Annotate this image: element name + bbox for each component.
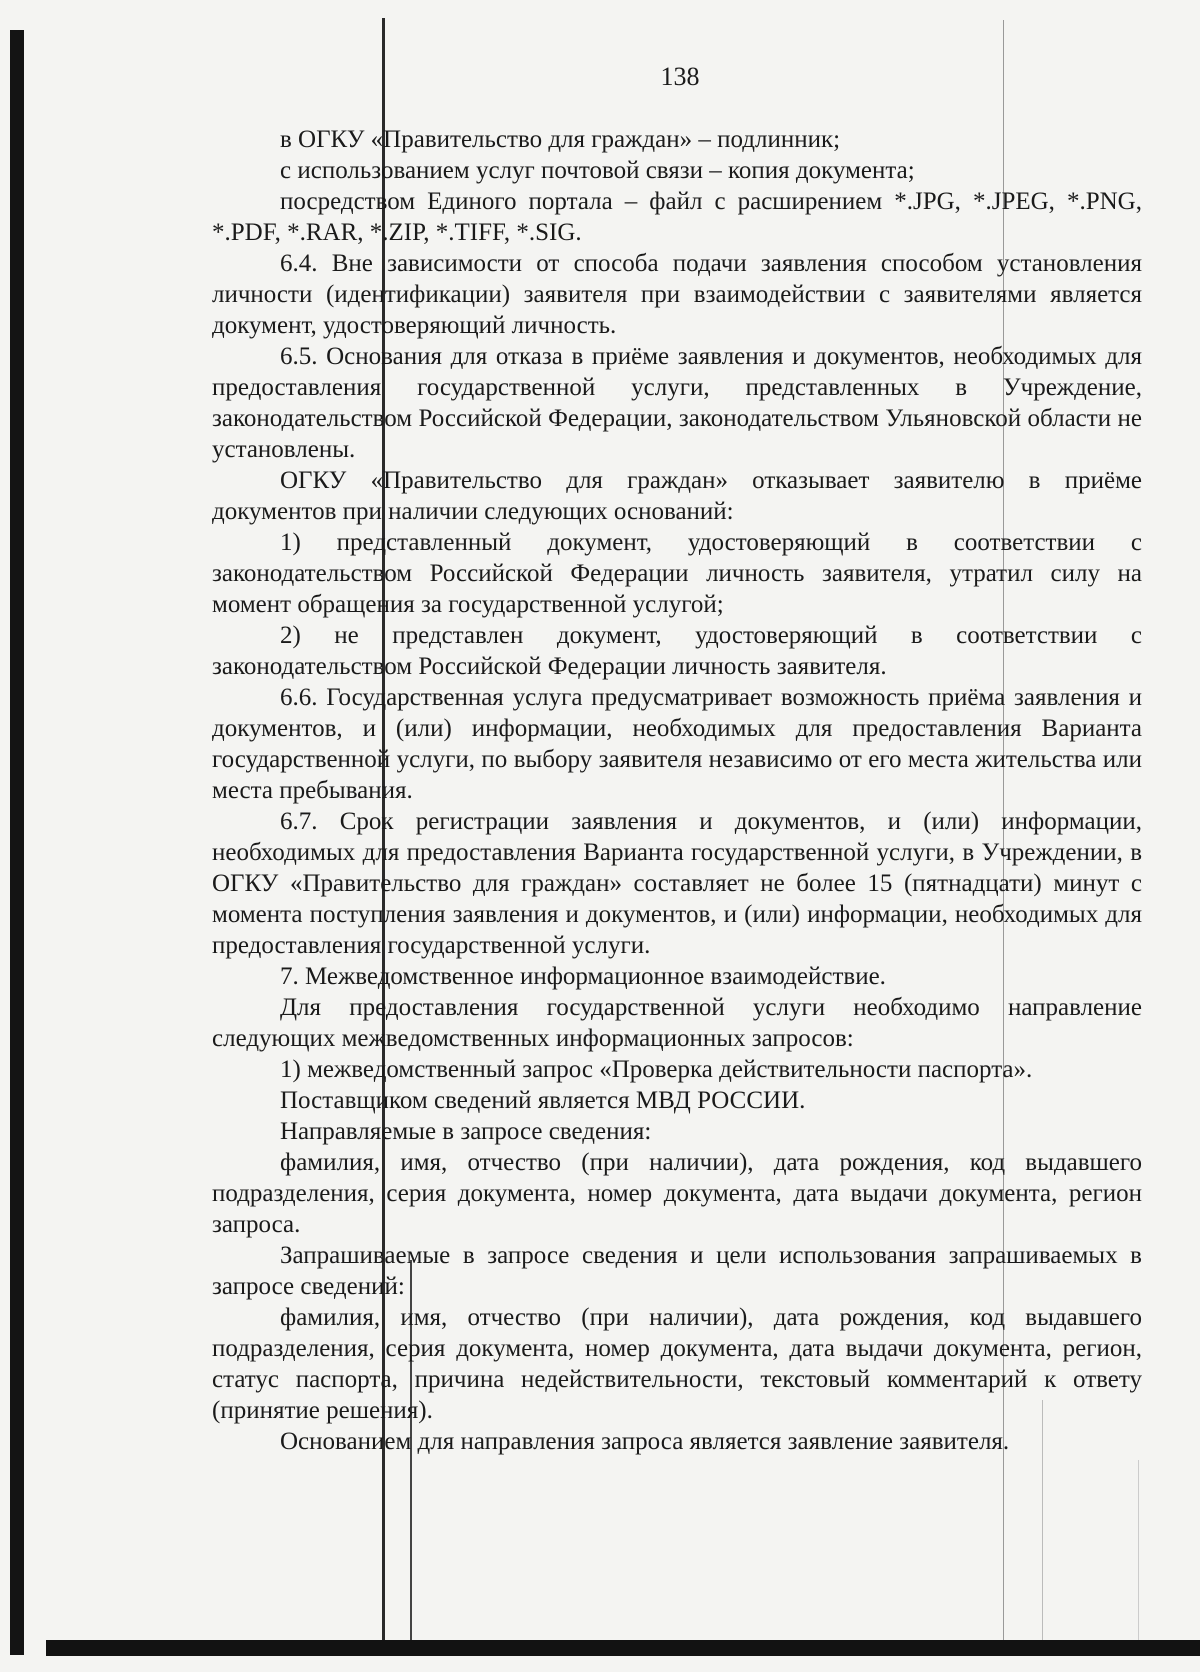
paragraph: ОГКУ «Правительство для граждан» отказывает заявителю в приёме документов при наличии следующих оснований: <box>212 467 1142 525</box>
section-heading: 7. Межведомственное информационное взаимодействие. <box>280 963 886 990</box>
page-number: 138 <box>660 62 700 91</box>
paragraph: фамилия, имя, отчество (при наличии), дата рождения, код выдавшего подразделения, серия документа, номер документа, дата выдачи документа, регион запроса. <box>212 1149 1142 1238</box>
paragraph: Запрашиваемые в запросе сведения и цели использования запрашиваемых в запросе сведений: <box>212 1242 1142 1300</box>
paragraph: 6.5. Основания для отказа в приёме заявления и документов, необходимых для предоставления государственной услуги, представленных в Учреждение, законодательством Российской Федерации, законодательством Ульяновской области не установлены. <box>212 343 1142 463</box>
paragraph: Поставщиком сведений является МВД РОССИИ. <box>280 1087 806 1114</box>
paragraph: 1) межведомственный запрос «Проверка действительности паспорта». <box>280 1056 1033 1083</box>
paragraph: с использованием услуг почтовой связи – копия документа; <box>280 157 915 184</box>
scan-edge-bottom <box>46 1640 1200 1656</box>
paragraph: 1) представленный документ, удостоверяющий в соответствии с законодательством Российской Федерации личность заявителя, утратил силу на момент обращения за государственной услугой; <box>212 529 1142 618</box>
scan-edge-left <box>10 30 24 1655</box>
paragraph: Для предоставления государственной услуги необходимо направление следующих межведомственных информационных запросов: <box>212 994 1142 1052</box>
document-body <box>212 124 1142 1457</box>
paragraph: фамилия, имя, отчество (при наличии), дата рождения, код выдавшего подразделения, серия документа, номер документа, дата выдачи документа, регион, статус паспорта, причина недействительности, текстовый комментарий к ответу (принятие решения). <box>212 1304 1142 1424</box>
paragraph: 6.4. Вне зависимости от способа подачи заявления способом установления личности (идентификации) заявителя при взаимодействии с заявителями является документ, удостоверяющий личность. <box>212 250 1142 339</box>
paragraph: 6.7. Срок регистрации заявления и документов, и (или) информации, необходимых для предоставления Варианта государственной услуги, в Учреждении, в ОГКУ «Правительство для граждан» составляет не более 15 (пятнадцати) минут с момента поступления заявления и документов, и (или) информации, необходимых для предоставления государственной услуги. <box>212 808 1142 959</box>
paragraph: в ОГКУ «Правительство для граждан» – подлинник; <box>280 126 841 153</box>
paragraph: Основанием для направления запроса является заявление заявителя. <box>280 1428 1010 1455</box>
paragraph: 2) не представлен документ, удостоверяющий в соответствии с законодательством Российской Федерации личность заявителя. <box>212 622 1142 680</box>
paragraph: 6.6. Государственная услуга предусматривает возможность приёма заявления и документов, и (или) информации, необходимых для предоставления Варианта государственной услуги, по выбору заявителя независимо от его места жительства или места пребывания. <box>212 684 1142 804</box>
fold-line <box>1138 1460 1139 1640</box>
paragraph: Направляемые в запросе сведения: <box>280 1118 652 1145</box>
paragraph: посредством Единого портала – файл с расширением *.JPG, *.JPEG, *.PNG, *.PDF, *.RAR, *.ZIP, *.TIFF, *.SIG. <box>212 188 1142 246</box>
